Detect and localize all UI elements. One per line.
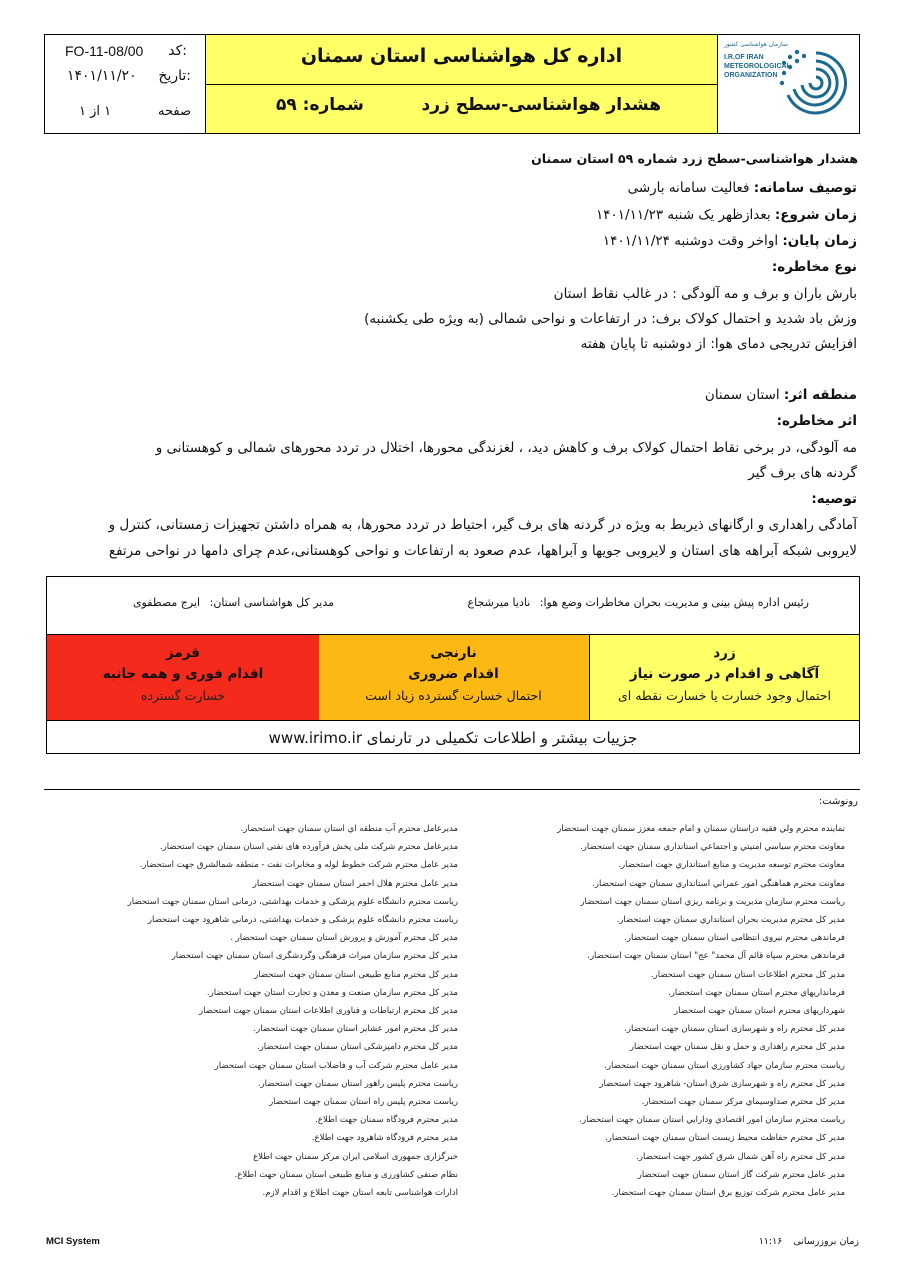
cc-list-item: فرماندهی محترم سپاه قائم آل محمد" عج" استان سمنان جهت استحضار. [587,951,845,962]
level-yellow-action: آگاهی و اقدام در صورت نیاز [629,666,820,682]
code-label: کد: [168,43,187,59]
cc-list-item: مدير عامل محترم هلال احمر استان سمنان جهت استحضار [252,878,458,889]
irimo-logo-icon [776,43,856,123]
cc-list-item: مديرعامل محترم شرکت ملی پخش فرآورده های نفتی استان سمنان جهت استحضار. [159,842,458,853]
cc-list-item: مدير کل محترم آموزش و پرورش استان سمنان جهت استحضار . [230,933,458,944]
director [133,596,334,609]
level-red [47,634,319,720]
page-label: صفحه [158,104,191,119]
cc-list-item: مدير عامل محترم شرکت خطوط لوله و مخابرات نفت - منطقه شمالشرق جهت استحضار. [139,860,458,871]
level-orange-name: نارنجی [430,645,477,661]
hazard-item: وزش باد شدید و احتمال کولاک برف: در ارتفاعات و نواحی شمالی (به ویژه طی یکشنبه) [364,311,857,327]
logo-fa-text: سازمان هواشناسی کشور [724,41,788,48]
cc-list-item: رياست محترم سازمان امور اقتصادي ودارايي استان سمنان جهت استحضار. [579,1115,845,1126]
alert-title: هشدار هواشناسی-سطح زرد [421,95,661,115]
cc-list-item: مدير عامل محترم شرکت توزيع برق استان سمنان جهت استحضار. [611,1188,845,1198]
forecast-head-label: رئیس اداره پیش بینی و مدیریت بحران مخاطرات وضع هوا: [539,596,809,609]
cc-list-item: مدير کل محترم صداوسيماي مرکز سمنان جهت استحضار. [641,1097,845,1107]
start-row [596,207,857,223]
cc-list-item: رياست محترم سازمان مديريت و برنامه ريزي استان سمنان جهت استحضار [580,896,845,907]
area-label: منطقه اثر: [783,387,857,403]
logo-en-line-1: I.R.OF IRAN [724,54,764,61]
cc-list-item: مدير کل محترم اطلاعات استان سمنان جهت استحضار. [650,969,845,980]
alert-number: شماره: ۵۹ [276,95,364,115]
effect-label: اثر مخاطره: [776,413,857,429]
advice-line: آمادگی راهداری و ارگانهای ذیربط به ویژه در گردنه های برف گیر، احتیاط در تردد محورها، به همراه داشتن تجهیزات زمستانی، کنترل و [108,517,857,533]
cc-list-item: رياست محترم دانشگاه علوم پزشکی و خدمات بهداشتی، درمانی شاهرود جهت استحضار [147,915,458,925]
cc-list-item: مديرعامل محترم آب منطقه اي استان سمنان جهت استحضار. [240,824,458,834]
advice-line: لایروبی شبکه آبراهه های استان و لایروبی جویها و آبراهها، عدم صعود به ارتفاعات و نواحی کوهستانی،عدم چرای دامها در نواحی مرتفع [108,543,857,559]
cc-list-item: ادارات هواشناسی تابعه استان جهت اطلاع و اقدام لازم. [262,1188,458,1198]
cc-list-item: مدير کل محترم منابع طبيعی استان سمنان جهت استحضار [254,969,458,980]
cc-list-item: مدير کل محترم مديريت بحران استانداري سمنان جهت استحضار. [616,915,845,925]
page-of: ۱ از ۱ [79,104,112,119]
cc-list-item: مدير محترم فرودگاه سمنان جهت اطلاع. [315,1115,458,1126]
cc-list-item: نماینده محترم ولي فقيه دراستان سمنان و امام جمعه معزز سمنان جهت استحضار [557,824,845,834]
footer-update-time: ۱۱:۱۶ [758,1236,783,1247]
cc-list-item: مدير کل محترم راه آهن شمال شرق کشور جهت استحضار. [636,1151,845,1162]
cc-list-item: رياست محترم سازمان جهاد کشاورزي استان سمنان جهت استحضار. [604,1060,845,1071]
cc-list-item: شهرداريهای محترم استان سمنان جهت استحضار [673,1006,845,1016]
website-line: جزییات بیشتر و اطلاعات تکمیلی در تارنمای www.irimo.ir [47,720,859,755]
end-row [603,233,857,249]
cc-list-item: معاونت محترم سياسي امنيتي و اجتماعي استانداري سمنان جهت استحضار. [580,842,845,853]
start-label: زمان شروع: [774,207,857,223]
cc-list-item: مدير کل محترم سازمان صنعت و معدن و تجارت استان جهت استحضار. [206,987,458,998]
logo-en-line-3: ORGANIZATION [724,72,778,79]
cc-list-item: خبرگزاری جمهوری اسلامی ایران مرکز سمنان جهت اطلاع [253,1151,458,1162]
code-value: FO-11-08/00 [65,43,144,59]
advice-label: توصیه: [811,491,857,507]
level-orange-action: اقدام ضروری [408,666,499,682]
cc-list-item: مدير محترم فرودگاه شاهرود جهت اطلاع. [311,1133,458,1144]
level-orange [317,634,589,720]
meta-cell [45,35,205,133]
cc-label: رونوشت: [818,796,858,807]
end-value: اواخر وقت دوشنبه ۱۴۰۱/۱۱/۲۴ [602,233,783,249]
forecast-head-name: نادیا میرشجاع [467,596,531,609]
level-yellow [589,634,859,720]
cc-list-item: معاونت محترم توسعه مديريت و منابع استانداري جهت استحضار. [618,860,845,871]
hazard-item: بارش باران و برف و مه آلودگی : در غالب نقاط استان [553,286,857,302]
effect-line: مه آلودگی، در برخی نقاط احتمال کولاک برف و کاهش دید، ، لغزندگی محورها، اختلال در تردد محورهای شمالی و کوهستانی و [155,440,857,456]
cc-list-item: مدیر کل محترم راه و شهرسازی استان سمنان جهت استحضار. [624,1024,845,1035]
logo-cell [717,35,859,133]
footer-update-label: زمان بروزرسانی [793,1236,859,1247]
cc-list-item: مدير کل محترم ارتباطات و فناوری اطلاعات استان سمنان جهت استحضار [199,1006,458,1016]
level-red-name: قرمز [166,645,200,661]
cc-list-item: رياست محترم پليس راه استان سمنان جهت استحضار [269,1097,458,1107]
cc-list-item: نظام صنفی کشاورزی و منابع طبيعی استان سمنان جهت اطلاع. [234,1169,458,1180]
date-label: تاریخ: [158,68,191,84]
cc-list-item: مدیر عامل محترم شرکت آب و فاضلاب استان سمنان جهت استحضار [214,1060,458,1071]
header-table [44,34,860,134]
hazard-item: افزایش تدریجی دمای هوا: از دوشنبه تا پایان هفته [580,336,857,352]
footer-system: MCI System [46,1236,100,1247]
area-row [705,387,857,403]
cc-list-item: مدير کل محترم راه و شهرسازی شرق استان- شاهرود جهت استحضار [599,1078,845,1089]
title-divider [206,84,717,85]
cc-divider [44,789,860,790]
effect-line: گردنه های برف گیر [748,465,857,481]
level-orange-desc: احتمال خسارت گسترده زیاد است [365,688,542,703]
report-heading: هشدار هواشناسی-سطح زرد شماره ۵۹ استان سمنان [531,151,858,166]
cc-list-item: مدير کل محترم راهداری و حمل و نقل سمنان جهت استحضار [629,1042,845,1053]
system-label: توصیف سامانه: [753,180,857,196]
cc-list-item: مدير کل محترم دامپزشکی استان سمنان جهت استحضار. [256,1042,458,1053]
logo-en-line-2: METEOROLOGICAL [724,63,791,70]
level-red-desc: خسارت گسترده [140,688,226,703]
area-value: استان سمنان [704,387,784,403]
signature-box [46,576,860,754]
forecast-head [468,596,809,609]
cc-list-item: رياست محترم دانشگاه علوم پزشکی و خدمات بهداشتی، درمانی استان سمنان جهت استحضار [127,896,458,907]
cc-list-item: مدير کل محترم حفاظت محيط زيست استان سمنان جهت استحضار. [605,1133,845,1144]
end-label: زمان پایان: [782,233,857,249]
cc-list-item: مدير عامل محترم شرکت گاز استان سمنان جهت استحضار [637,1169,845,1180]
level-red-action: اقدام فوری و همه جانبه [102,666,264,682]
director-name: ایرج مصطفوی [133,596,201,609]
title-cell [205,35,717,133]
system-value: فعالیت سامانه بارشی [627,180,754,196]
cc-list-item: رياست محترم پليس راهور استان سمنان جهت استحضار. [257,1078,458,1089]
org-title: اداره کل هواشناسی استان سمنان [300,45,623,67]
director-label: مدیر کل هواشناسی استان: [209,596,335,609]
footer-update [759,1236,859,1247]
cc-list-item: فرمانداريهاي محترم استان سمنان جهت استحضار. [668,987,845,998]
cc-list-item: فرماندهی محترم نيروی انتظامی استان سمنان جهت استحضار. [624,933,845,944]
cc-list-item: مدير کل محترم امور عشاير استان سمنان جهت استحضار. [253,1024,458,1035]
level-yellow-name: زرد [713,645,736,661]
cc-list-item: معاونت محترم هماهنگی امور عمراني استانداري سمنان جهت استحضار. [592,878,845,889]
start-value: بعدازظهر یک شنبه ۱۴۰۱/۱۱/۲۳ [596,207,775,223]
cc-list-item: مدير کل محترم سازمان ميراث فرهنگی وگردشگری استان سمنان جهت استحضار [171,951,458,962]
date-value: ۱۴۰۱/۱۱/۲۰ [67,68,137,84]
hazard-label: نوع مخاطره: [771,259,857,275]
level-yellow-desc: احتمال وجود خسارت یا خسارت نقطه ای [617,688,831,703]
system-row [628,180,857,196]
